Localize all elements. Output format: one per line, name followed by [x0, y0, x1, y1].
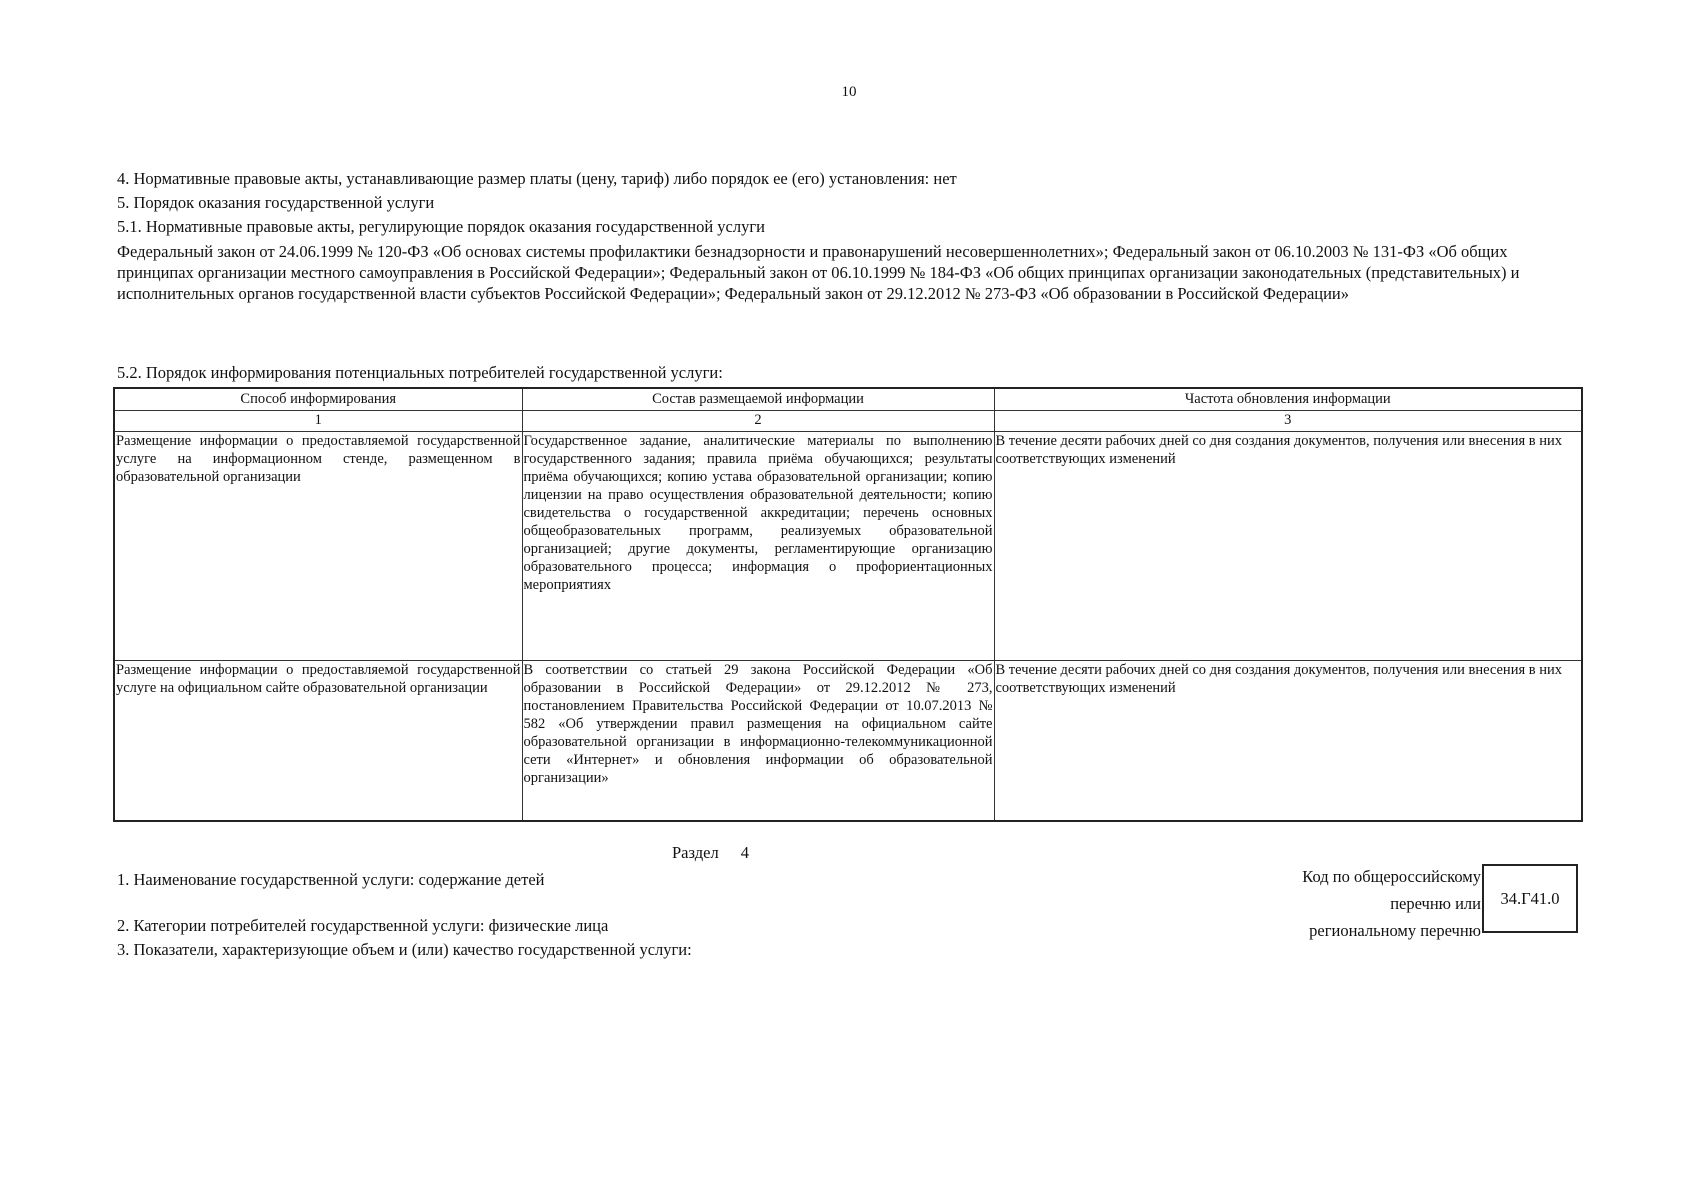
- para-5-2-informing: 5.2. Порядок информирования потенциальных потребителей государственной услуги:: [117, 363, 723, 382]
- registry-code-label-line: региональному перечню: [1309, 921, 1481, 940]
- table-row: [114, 432, 1582, 661]
- cell-content: В соответствии со статьей 29 закона Российской Федерации «Об образовании в Российской Федерации» от 29.12.2012 № 273, постановлением Правительства Российской Федерации от 10.07.2013 № 582 «Об утверждении правил размещения на официальном сайте образовательной организации в информационно-телекоммуникационной сети «Интернет» и обновления информации об образовательной организации»: [522, 661, 994, 822]
- informing-table: [113, 387, 1583, 822]
- column-number: 2: [522, 411, 994, 432]
- header-method: Способ информирования: [114, 388, 522, 411]
- para-5-procedure: 5. Порядок оказания государственной услуги: [117, 193, 435, 212]
- cell-frequency: В течение десяти рабочих дней со дня создания документов, получения или внесения в них соответствующих изменений: [994, 432, 1582, 661]
- registry-code-label-line: перечню или: [1390, 894, 1481, 913]
- cell-method: Размещение информации о предоставляемой государственной услуге на официальном сайте образовательной организации: [114, 661, 522, 822]
- registry-code-label-line: Код по общероссийскому: [1302, 867, 1481, 886]
- laws-paragraph: Федеральный закон от 24.06.1999 № 120-ФЗ «Об основах системы профилактики безнадзорности и правонарушений несовершеннолетних»; Федеральный закон от 06.10.2003 № 131-ФЗ «Об общих принципах организации местного самоуправления в Российской Федерации»; Федеральный закон от 06.10.1999 № 184-ФЗ «Об общих принципах организации законодательных (представительных) и исполнительных органов государственной власти субъектов Российской Федерации»; Федеральный закон от 29.12.2012 № 273-ФЗ «Об образовании в Российской Федерации»: [117, 242, 1520, 303]
- service-name: 1. Наименование государственной услуги: содержание детей: [117, 870, 545, 889]
- column-number: 1: [114, 411, 522, 432]
- header-content: Состав размещаемой информации: [522, 388, 994, 411]
- registry-code-label: [1302, 863, 1481, 944]
- cell-frequency: В течение десяти рабочих дней со дня создания документов, получения или внесения в них соответствующих изменений: [994, 661, 1582, 822]
- para-4-fee-acts: 4. Нормативные правовые акты, устанавливающие размер платы (цену, тариф) либо порядок ее (его) установления: нет: [117, 169, 957, 188]
- para-5-1-acts: 5.1. Нормативные правовые акты, регулирующие порядок оказания государственной услуги: [117, 217, 765, 236]
- page-number: 10: [841, 84, 857, 100]
- cell-content: Государственное задание, аналитические материалы по выполнению государственного задания; правила приёма обучающихся; результаты приёма обучающихся; копию устава образовательной организации; копию лицензии на право осуществления образовательной деятельности; копию свидетельства о государственной аккредитации; перечень основных общеобразовательных программ, реализуемых образовательной организацией; другие документы, регламентирующие организацию образовательного процесса; информация о профориентационных мероприятиях: [522, 432, 994, 661]
- registry-code-value: 34.Г41.0: [1500, 888, 1560, 908]
- section-heading: Раздел 4: [672, 843, 750, 862]
- cell-method: Размещение информации о предоставляемой государственной услуге на информационном стенде, размещенном в образовательной организации: [114, 432, 522, 661]
- table-row: [114, 661, 1582, 822]
- registry-code-box: [1482, 864, 1578, 933]
- indicators-heading: 3. Показатели, характеризующие объем и (или) качество государственной услуги:: [117, 940, 692, 959]
- consumer-category: 2. Категории потребителей государственной услуги: физические лица: [117, 916, 609, 935]
- column-number: 3: [994, 411, 1582, 432]
- header-frequency: Частота обновления информации: [994, 388, 1582, 411]
